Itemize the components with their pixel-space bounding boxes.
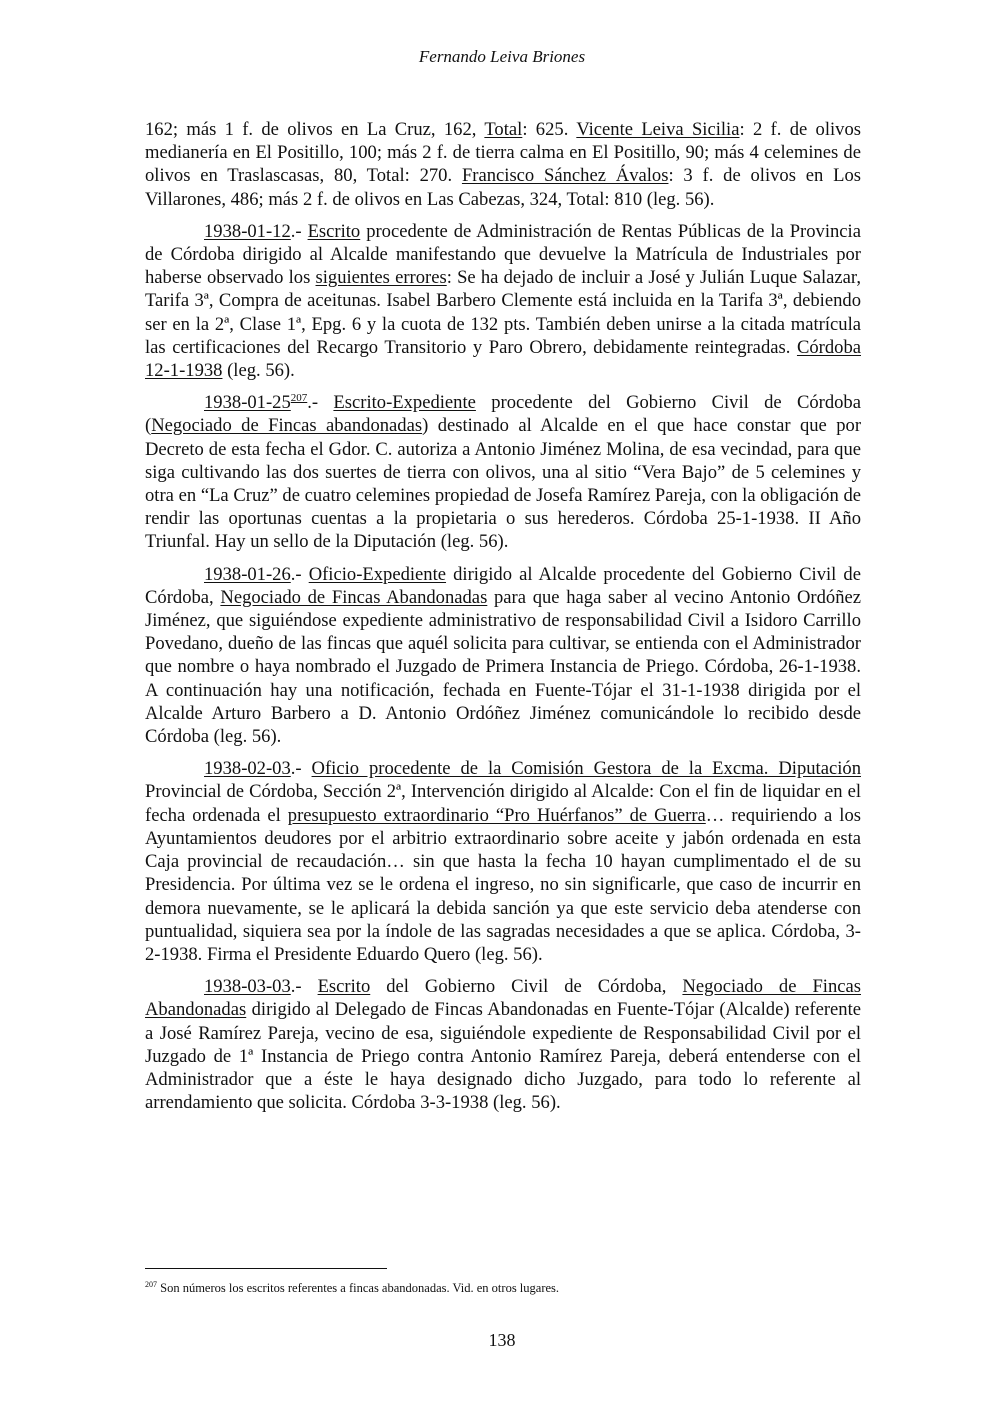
footnote-text: Son números los escritos referentes a fincas abandonadas. Vid. en otros lugares.	[157, 1281, 560, 1295]
paragraph	[145, 220, 861, 382]
underlined-text: Total	[484, 119, 523, 140]
text-run: .-	[290, 758, 312, 780]
page-number: 138	[488, 1330, 516, 1350]
underlined-text: Negociado de Fincas Abandonadas	[220, 586, 488, 608]
paragraph	[145, 757, 861, 966]
text-run: … requiriendo a los Ayuntamientos deudores por el arbitrio extraordinario sobre aceite y jabón ordenada en esta Caja provincial de recaudación… sin que hasta la fecha 10 hayan cumplimentado el de su Presidencia. Por última vez se le ordena el ingreso, no sin significarle, que caso de incurrir en demora nuevamente, se le aplicará la debida sanción ya que este servicio deba atenderse con puntualidad, siquiera sea por la índole de las sagradas necesidades a que se aplica. Córdoba, 3-2-1938. Firma el Presidente Eduardo Quero (leg. 56).	[145, 804, 861, 965]
underlined-text: Oficio procedente de la Comisión Gestora de la Excma. Diputación	[311, 758, 861, 780]
footnote-separator	[145, 1268, 387, 1269]
text-run: .-	[290, 220, 308, 242]
underlined-text: Escrito-Expediente	[333, 392, 476, 414]
underlined-text: 1938-01-25	[204, 392, 291, 414]
underlined-text: 1938-02-03	[204, 758, 291, 780]
running-header: Fernando Leiva Briones	[418, 47, 586, 66]
text-run: : 625.	[522, 119, 577, 140]
paragraph	[145, 563, 861, 749]
underlined-text: 1938-01-26	[204, 563, 291, 585]
text-run: : Se ha dejado de incluir a José y Julián Luque Salazar, Tarifa 3ª, Compra de aceitunas. Isabel Barbero Clemente está incluida en la Tarifa 3ª, debiendo ser en la 2ª, Clase 1ª, Epg. 6 y la cuota de 132 pts. También deben unirse a la citada matrícula las certificaciones del Recargo Transitorio y Paro Obrero, debidamente reintegradas.	[145, 267, 861, 358]
text-run: procedente de Administración de Rentas Públicas de la Provincia de Córdoba dirigido al Alcalde manifestando que devuelve la Matrícula de Industriales por haberse observado los	[145, 220, 861, 289]
text-run: procedente del Gobierno Civil de Córdoba (	[145, 392, 861, 437]
paragraph	[145, 118, 861, 211]
underlined-text: Francisco Sánchez Ávalos	[461, 165, 669, 187]
underlined-text: 1938-01-12	[204, 220, 291, 242]
text-run: Provincial de Córdoba, Sección 2ª, Intervención dirigido al Alcalde: Con el fin de liquidar en el fecha ordenada el	[145, 781, 861, 826]
underlined-text: Córdoba 12-1-1938	[145, 336, 861, 382]
underlined-text: 1938-03-03	[204, 976, 291, 998]
underlined-text: Oficio-Expediente	[308, 563, 447, 585]
text-run: .-	[307, 392, 334, 414]
text-run: dirigido al Alcalde procedente del Gobierno Civil de Córdoba,	[145, 563, 861, 608]
text-run: : 3 f. de olivos en Los Villarones, 486; más 2 f. de olivos en Las Cabezas, 324, Total: 810 (leg. 56).	[145, 165, 861, 210]
text-run: : 2 f. de olivos medianería en El Positillo, 100; más 2 f. de tierra calma en El Positillo, 90; más 4 celemines de olivos en Traslascasas, 80, Total: 270.	[145, 119, 862, 187]
underlined-text: presupuesto extraordinario “Pro Huérfanos” de Guerra	[287, 804, 706, 826]
body-text	[145, 118, 861, 1123]
underlined-text: Negociado de Fincas abandonadas	[151, 415, 423, 437]
text-run: (leg. 56).	[222, 360, 295, 382]
paragraph	[145, 391, 861, 553]
text-run: ) destinado al Alcalde en el que hace constar que por Decreto de esta fecha el Gdor. C. autoriza a Antonio Jiménez Molina, de esa vecindad, para que siga cultivando las dos suertes de tierra con olivos, una al sitio “Vera Bajo” de 5 celemines y otra en “La Cruz” de cuatro celemines propiedad de Josefa Ramírez Pareja, con la obligación de rendir las oportunas cuentas a la propietaria o sus herederos. Córdoba 25-1-1938. II Año Triunfal. Hay un sello de la Diputación (leg. 56).	[145, 415, 862, 553]
paragraph	[145, 975, 861, 1114]
text-run: dirigido al Delegado de Fincas Abandonadas en Fuente-Tójar (Alcalde) referente a José Ramírez Pareja, vecino de esa, siguiéndole expediente de Responsabilidad Civil por el Juzgado de 1ª Instancia de Priego contra Antonio Ramírez Pareja, deberá entenderse con el Administrador que a éste le haya designado dicho Juzgado, para todo lo referente al arrendamiento que solicita. Córdoba 3-3-1938 (leg. 56).	[145, 999, 861, 1114]
underlined-text: Escrito	[317, 976, 371, 998]
footnote	[145, 1281, 861, 1296]
text-run: 162; más 1 f. de olivos en La Cruz, 162,	[145, 119, 485, 140]
text-run: del Gobierno Civil de Córdoba,	[370, 976, 683, 998]
footnote-reference: 207	[290, 392, 308, 405]
underlined-text: Vicente Leiva Sicilia	[576, 119, 740, 140]
text-run: .-	[290, 563, 309, 585]
text-run: para que haga saber al vecino Antonio Ordóñez Jiménez, que siguiéndose expediente administrativo de responsabilidad Civil a Isidoro Carrillo Povedano, dueño de las fincas que aquél solicita para cultivar, se entienda con el Administrador que nombre o haya nombrado el Juzgado de Primera Instancia de Priego. Córdoba, 26-1-1938. A continuación hay una notificación, fechada en Fuente-Tójar el 31-1-1938 dirigida por el Alcalde Arturo Barbero a D. Antonio Ordóñez Jiménez comunicándole lo recibido desde Córdoba (leg. 56).	[145, 586, 861, 748]
text-run: .-	[290, 976, 318, 998]
underlined-text: Negociado de Fincas Abandonadas	[145, 976, 861, 1021]
underlined-text: Escrito	[307, 220, 361, 242]
underlined-text: siguientes errores	[315, 267, 447, 289]
footnote-number: 207	[145, 1279, 157, 1289]
